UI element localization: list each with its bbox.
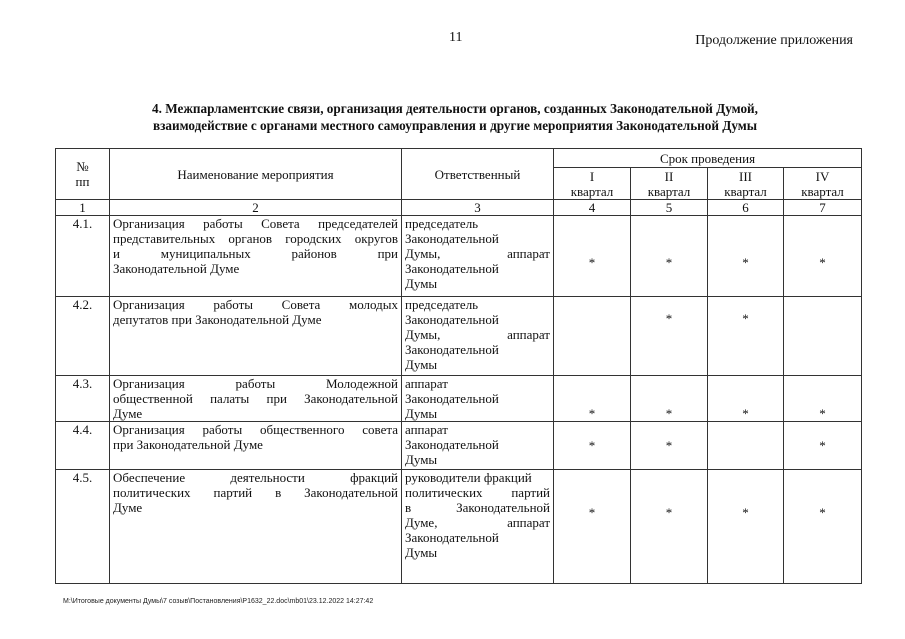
column-number: 6 — [708, 200, 784, 216]
column-number: 7 — [784, 200, 862, 216]
header-responsible: Ответственный — [402, 149, 554, 200]
section-title-line-1: 4. Межпарламентские связи, организация деятельности органов, созданных Законодательной Думой, — [152, 101, 758, 116]
event-name: Организация работы Совета молодых депутатов при Законодательной Думе — [110, 297, 402, 376]
file-path-footer: М:\Итоговые документы Думы\7 созыв\Постановления\Р1632_22.doc\mb01\23.12.2022 14:27:42 — [63, 598, 374, 605]
column-number-row — [56, 200, 862, 216]
event-name: Организация работы Молодежной общественной палаты при Законодательной Думе — [110, 376, 402, 422]
column-number: 2 — [110, 200, 402, 216]
responsible: аппарат Законодательной Думы — [402, 376, 554, 422]
responsible: аппарат Законодательной Думы — [402, 422, 554, 470]
event-name: Организация работы Совета председателей представительных органов городских округов и муниципальных районов при Законодательной Думе — [110, 216, 402, 297]
header-q1: I квартал — [554, 168, 631, 200]
q4-mark: * — [784, 376, 862, 422]
header-num-symbol: № — [76, 159, 89, 174]
q3-mark: * — [708, 376, 784, 422]
q1-mark — [554, 297, 631, 376]
column-number: 3 — [402, 200, 554, 216]
row-number: 4.3. — [56, 376, 110, 422]
q2-mark: * — [631, 216, 708, 297]
row-number: 4.5. — [56, 470, 110, 584]
header-name: Наименование мероприятия — [110, 149, 402, 200]
events-table — [55, 148, 862, 584]
header-row-1 — [56, 149, 862, 168]
header-num-abbr: пп — [75, 174, 90, 189]
page-number: 11 — [449, 30, 463, 45]
header-q2: II квартал — [631, 168, 708, 200]
q2-mark: * — [631, 376, 708, 422]
q1-mark: * — [554, 422, 631, 470]
responsible: председатель Законодательной Думы, аппарат Законодательной Думы — [402, 216, 554, 297]
column-number: 5 — [631, 200, 708, 216]
column-number: 4 — [554, 200, 631, 216]
q4-mark: * — [784, 216, 862, 297]
q4-mark — [784, 297, 862, 376]
section-title-line-2: взаимодействие с органами местного самоуправления и другие мероприятия Законодательной Думы — [152, 118, 758, 133]
row-number: 4.2. — [56, 297, 110, 376]
table-row — [56, 470, 862, 584]
header-num — [56, 149, 110, 200]
q4-mark: * — [784, 422, 862, 470]
header-period: Срок проведения — [554, 149, 862, 168]
row-number: 4.4. — [56, 422, 110, 470]
table-row — [56, 376, 862, 422]
responsible: председатель Законодательной Думы, аппарат Законодательной Думы — [402, 297, 554, 376]
header-q4: IV квартал — [784, 168, 862, 200]
q3-mark — [708, 422, 784, 470]
event-name: Организация работы общественного совета при Законодательной Думе — [110, 422, 402, 470]
header-q3: III квартал — [708, 168, 784, 200]
q3-mark: * — [708, 470, 784, 584]
responsible: руководители фракций политических партий в Законодательной Думе, аппарат Законодательной Думы — [402, 470, 554, 584]
q3-mark: * — [708, 297, 784, 376]
q2-mark: * — [631, 470, 708, 584]
q2-mark: * — [631, 297, 708, 376]
table-row — [56, 297, 862, 376]
q1-mark: * — [554, 470, 631, 584]
q4-mark: * — [784, 470, 862, 584]
table-row — [56, 422, 862, 470]
q1-mark: * — [554, 376, 631, 422]
event-name: Обеспечение деятельности фракций политических партий в Законодательной Думе — [110, 470, 402, 584]
continuation-label: Продолжение приложения — [695, 33, 853, 48]
table-row — [56, 216, 862, 297]
q2-mark: * — [631, 422, 708, 470]
column-number: 1 — [56, 200, 110, 216]
row-number: 4.1. — [56, 216, 110, 297]
section-title — [60, 100, 850, 134]
q3-mark: * — [708, 216, 784, 297]
q1-mark: * — [554, 216, 631, 297]
